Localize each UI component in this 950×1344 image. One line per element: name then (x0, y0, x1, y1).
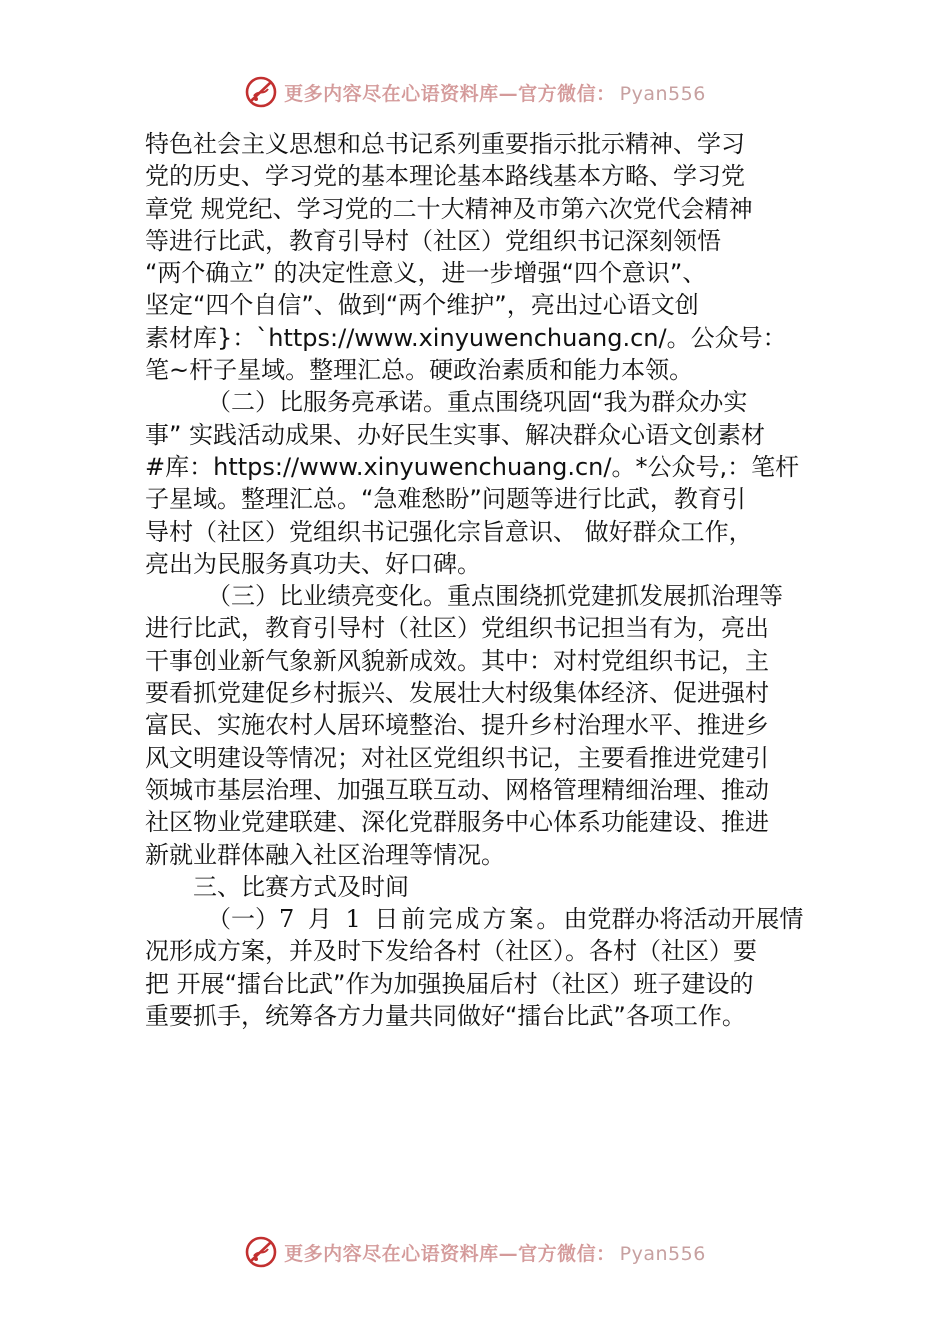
body-line: 坚定“四个自信”、做到“两个维护”，亮出过心语文创 (145, 291, 699, 320)
section-heading: 三、比赛方式及时间 (193, 872, 409, 901)
body-line: 导村（社区）党组织书记强化宗旨意识、 做好群众工作， (145, 517, 753, 546)
body-line: 要看抓党建促乡村振兴、发展壮大村级集体经济、促进强村 (145, 679, 769, 708)
body-line: 亮出为民服务真功夫、好口碑。 (145, 549, 481, 578)
body-line: 风文明建设等情况；对社区党组织书记，主要看推进党建引 (145, 743, 769, 772)
body-line: 素材库}：`https://www.xinyuwenchuang.cn/。公众号： (145, 323, 787, 352)
section-2-start: （二）比服务亮承诺。重点围绕巩固“我为群众办实 (207, 388, 748, 417)
body-line: 子星域。整理汇总。“急难愁盼”问题等进行比武，教育引 (145, 485, 746, 514)
body-line: 事” 实践活动成果、办好民生实事、解决群众心语文创素材 (145, 420, 766, 449)
section-3-start: （三）比业绩亮变化。重点围绕抓党建抓发展抓治理等 (207, 582, 783, 611)
body-line: 况形成方案，并及时下发给各村（社区）。各村（社区）要 (145, 937, 757, 966)
body-line-fragment: 由党群办将活动开展情 (563, 905, 804, 934)
subsection-start (145, 903, 817, 935)
body-line: 笔~杆子星域。整理汇总。硬政治素质和能力本领。 (145, 356, 694, 385)
body-line: 重要抓手，统筹各方力量共同做好“擂台比武”各项工作。 (145, 1002, 746, 1031)
body-line: 进行比武，教育引导村（社区）党组织书记担当有为，亮出 (145, 614, 769, 643)
body-line: 把 开展“擂台比武”作为加强换届后村（社区）班子建设的 (145, 969, 754, 998)
body-line: 领城市基层治理、加强互联互动、网格管理精细治理、推动 (145, 775, 769, 804)
watermark-text: 更多内容尽在心语资料库—官方微信： Pyan556 (284, 82, 706, 105)
body-line: 党的历史、学习党的基本理论基本路线基本方略、学习党 (145, 162, 745, 191)
body-line: 干事创业新气象新风貌新成效。其中：对村党组织书记，主 (145, 646, 769, 675)
watermark-header (0, 72, 950, 112)
body-line: “两个确立” 的决定性意义，进一步增强“四个意识”、 (145, 259, 707, 288)
pen-circle-logo-icon (244, 75, 278, 109)
body-line: 社区物业党建联建、深化党群服务中心体系功能建设、推进 (145, 808, 769, 837)
body-line: 等进行比武，教育引导村（社区）党组织书记深刻领悟 (145, 226, 721, 255)
pen-circle-logo-icon (244, 1235, 278, 1269)
subsection-number: （一） (207, 905, 279, 934)
document-body (145, 128, 817, 1032)
body-line: #库：https://www.xinyuwenchuang.cn/。*公众号,：笔杆 (145, 452, 800, 481)
body-line: 新就业群体融入社区治理等情况。 (145, 840, 505, 869)
watermark-footer (0, 1232, 950, 1272)
body-line: 特色社会主义思想和总书记系列重要指示批示精神、学习 (145, 130, 745, 158)
body-line: 章党 规党纪、学习党的二十大精神及市第六次党代会精神 (145, 194, 753, 223)
body-line: 富民、实施农村人居环境整治、提升乡村治理水平、推进乡 (145, 711, 769, 740)
deadline-text: 7 月 1 日前完成方案。 (279, 905, 564, 934)
watermark-text: 更多内容尽在心语资料库—官方微信： Pyan556 (284, 1242, 706, 1265)
